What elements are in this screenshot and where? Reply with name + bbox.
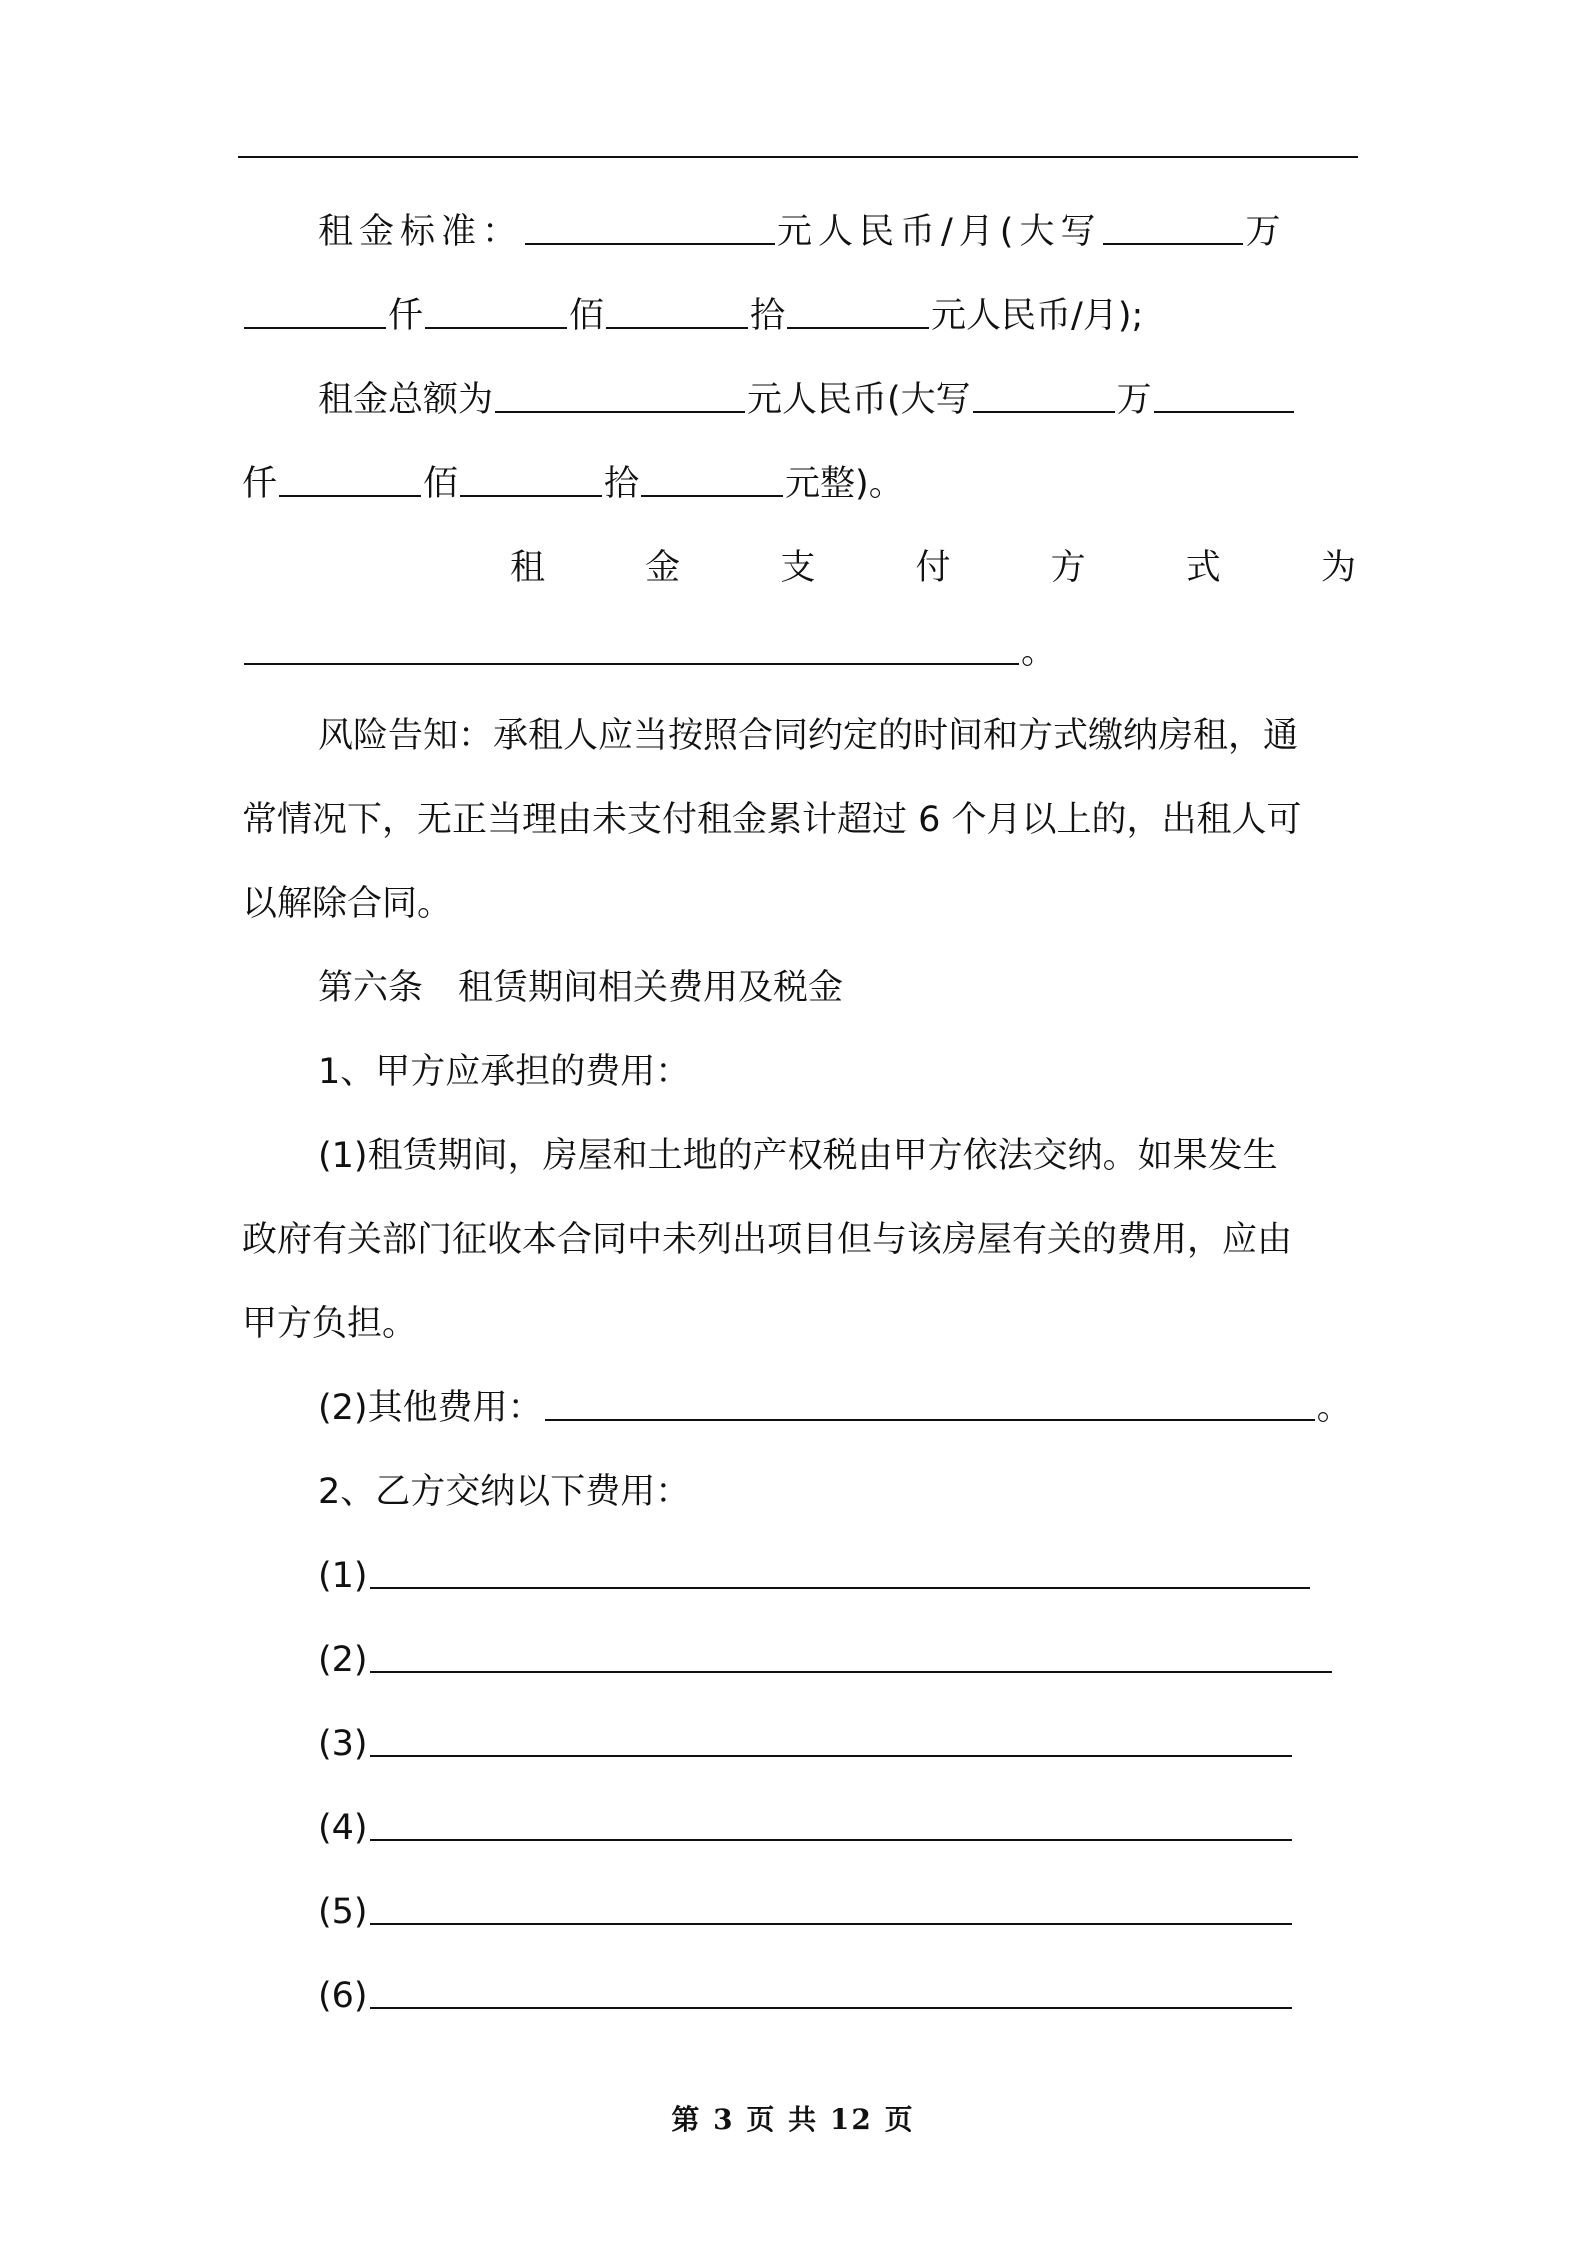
fee-item-number: (2)	[318, 1640, 368, 1680]
fee-item	[242, 1786, 1356, 1870]
fee-item	[242, 1870, 1356, 1954]
blank-field[interactable]	[1103, 217, 1243, 245]
spaced-char: 式	[1185, 548, 1221, 588]
unit-bai: 佰	[423, 464, 459, 504]
fee-item-number: (6)	[318, 1976, 368, 2016]
blank-field[interactable]	[1154, 385, 1294, 413]
unit-shi: 拾	[604, 464, 640, 504]
rent-standard-unit: 元人民币/月(大写	[777, 212, 1102, 252]
page-footer: 第 3 页 共 12 页	[671, 2103, 915, 2136]
blank-field[interactable]	[370, 1981, 1292, 2009]
blank-field[interactable]	[244, 637, 1019, 665]
payment-method-blank-line	[242, 610, 1356, 694]
spaced-char: 支	[780, 548, 816, 588]
spaced-char: 金	[645, 548, 681, 588]
rent-total-amount-line	[242, 442, 1356, 526]
article-6-item-1: 1、甲方应承担的费用：	[318, 1052, 691, 1092]
blank-field[interactable]	[370, 1813, 1292, 1841]
unit-wan: 万	[1116, 380, 1152, 420]
article-6-item-1-1-line-3: 甲方负担。	[242, 1304, 418, 1344]
spaced-char: 为	[1320, 548, 1356, 588]
blank-field[interactable]	[606, 301, 748, 329]
fee-item	[242, 1702, 1356, 1786]
unit-qian: 仟	[388, 296, 424, 336]
blank-field[interactable]	[525, 217, 775, 245]
blank-field[interactable]	[244, 301, 386, 329]
document-body	[242, 190, 1356, 2038]
fee-item	[242, 1534, 1356, 1618]
fee-item	[242, 1954, 1356, 2038]
blank-field[interactable]	[973, 385, 1115, 413]
blank-field[interactable]	[370, 1561, 1310, 1589]
rent-standard-line	[242, 190, 1356, 274]
header-rule	[238, 156, 1358, 158]
blank-field[interactable]	[370, 1645, 1332, 1673]
fee-item-number: (1)	[318, 1556, 368, 1596]
spaced-char: 方	[1050, 548, 1086, 588]
risk-notice-line-2: 常情况下，无正当理由未支付租金累计超过 6 个月以上的，出租人可	[242, 800, 1302, 840]
fee-item-number: (5)	[318, 1892, 368, 1932]
unit-end: 元整)。	[785, 464, 904, 504]
blank-field[interactable]	[495, 385, 745, 413]
blank-field[interactable]	[460, 469, 602, 497]
blank-field[interactable]	[370, 1897, 1292, 1925]
blank-field[interactable]	[370, 1729, 1292, 1757]
rent-standard-amount-line	[242, 274, 1356, 358]
unit-end: 元人民币/月);	[931, 296, 1144, 336]
fee-item-number: (4)	[318, 1808, 368, 1848]
payment-method-line	[242, 526, 1356, 610]
blank-field[interactable]	[545, 1393, 1315, 1421]
unit-shi: 拾	[750, 296, 786, 336]
article-6-item-1-1-line-2: 政府有关部门征收本合同中未列出项目但与该房屋有关的费用，应由	[242, 1220, 1293, 1260]
unit-qian: 仟	[242, 464, 278, 504]
fee-item	[242, 1618, 1356, 1702]
article-6-item-2: 2、乙方交纳以下费用：	[318, 1472, 691, 1512]
rent-total-unit: 元人民币(大写	[747, 380, 971, 420]
spaced-char: 付	[915, 548, 951, 588]
risk-notice-line-1: 风险告知：承租人应当按照合同约定的时间和方式缴纳房租，通	[318, 716, 1299, 756]
rent-total-line	[242, 358, 1356, 442]
rent-total-label: 租金总额为	[318, 380, 494, 420]
period-mark: 。	[1021, 632, 1057, 672]
risk-notice-line-3: 以解除合同。	[242, 884, 453, 924]
other-fees-label: (2)其他费用：	[318, 1388, 543, 1428]
unit-bai: 佰	[569, 296, 605, 336]
unit-wan: 万	[1245, 212, 1287, 252]
spaced-char: 租	[510, 548, 546, 588]
article-6-item-1-2	[242, 1366, 1356, 1450]
period-mark: 。	[1316, 1388, 1352, 1428]
blank-field[interactable]	[641, 469, 783, 497]
fee-item-number: (3)	[318, 1724, 368, 1764]
article-6-title: 第六条 租赁期间相关费用及税金	[318, 968, 844, 1008]
blank-field[interactable]	[279, 469, 421, 497]
blank-field[interactable]	[425, 301, 567, 329]
blank-field[interactable]	[787, 301, 929, 329]
rent-standard-label: 租金标准：	[318, 212, 524, 252]
article-6-item-1-1-line-1: (1)租赁期间，房屋和土地的产权税由甲方依法交纳。如果发生	[318, 1136, 1278, 1176]
